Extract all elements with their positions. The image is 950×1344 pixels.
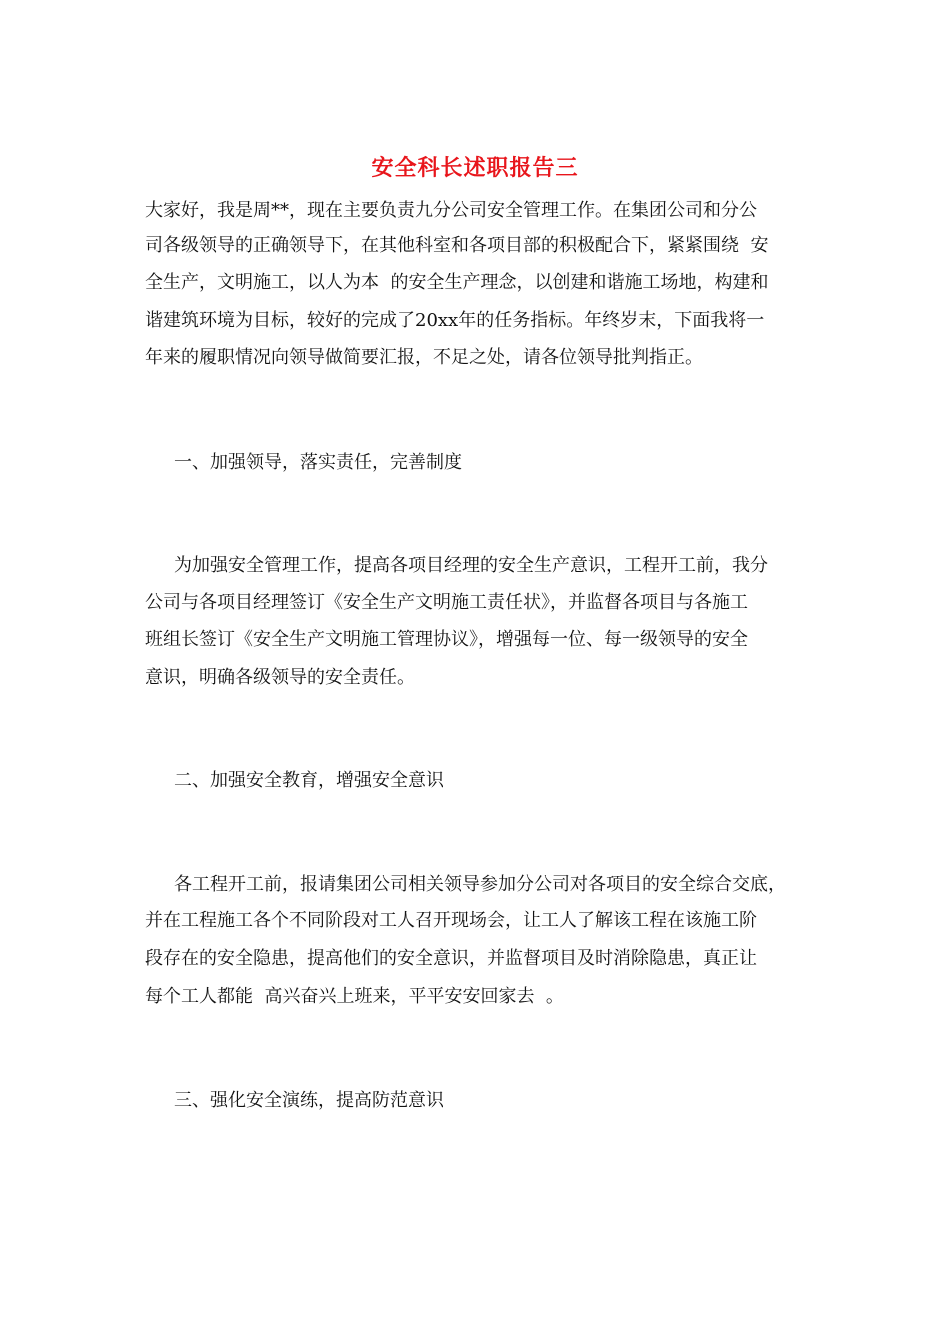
- section-1-line-3: 班组长签订《安全生产文明施工管理协议》，增强每一位、每一级领导的安全: [145, 629, 748, 650]
- section-1-heading: 一、加强领导，落实责任，完善制度: [174, 452, 462, 473]
- section-2-line-1: 各工程开工前，报请集团公司相关领导参加分公司对各项目的安全综合交底，: [174, 874, 786, 895]
- document-title: 安全科长述职报告三: [371, 155, 579, 181]
- section-2-heading: 二、加强安全教育，增强安全意识: [174, 770, 444, 791]
- intro-line-2: 司各级领导的正确领导下，在其他科室和各项目部的积极配合下，紧紧围绕 安: [145, 235, 769, 256]
- section-1-line-4: 意识，明确各级领导的安全责任。: [145, 667, 415, 688]
- section-2-line-3: 段存在的安全隐患，提高他们的安全意识，并监督项目及时消除隐患，真正让: [145, 948, 757, 969]
- intro-line-5: 年来的履职情况向领导做简要汇报，不足之处，请各位领导批判指正。: [145, 347, 703, 368]
- section-1-line-1: 为加强安全管理工作，提高各项目经理的安全生产意识，工程开工前，我分: [174, 555, 768, 576]
- section-2-line-2: 并在工程施工各个不同阶段对工人召开现场会，让工人了解该工程在该施工阶: [145, 910, 757, 931]
- intro-line-3: 全生产，文明施工，以人为本 的安全生产理念，以创建和谐施工场地，构建和: [145, 272, 769, 293]
- intro-line-4: 谐建筑环境为目标，较好的完成了20xx年的任务指标。年终岁末，下面我将一: [145, 310, 765, 331]
- section-2-line-4: 每个工人都能 高兴奋兴上班来，平平安安回家去 。: [145, 986, 564, 1007]
- section-3-heading: 三、强化安全演练，提高防范意识: [174, 1090, 444, 1111]
- intro-line-1: 大家好，我是周**，现在主要负责九分公司安全管理工作。在集团公司和分公: [145, 200, 757, 221]
- section-1-line-2: 公司与各项目经理签订《安全生产文明施工责任状》，并监督各项目与各施工: [145, 592, 748, 613]
